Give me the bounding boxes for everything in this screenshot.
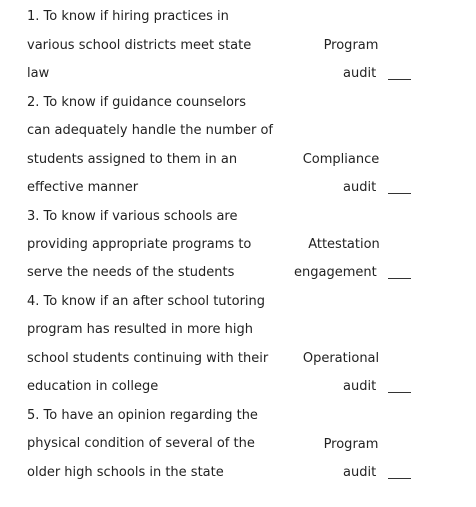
question-4-answer-blank[interactable] [388,392,411,393]
question-4-line-2: program has resulted in more high [27,322,254,337]
question-5-answer-top: Program [323,437,379,452]
question-4-answer-bottom: audit [343,379,377,394]
question-3-line-1: 3. To know if various schools are [27,209,238,224]
question-1-answer-bottom: audit [343,66,377,81]
question-2-line-4: effective manner [27,180,139,195]
question-2-answer-bottom: audit [343,180,377,195]
question-1-answer-blank[interactable] [388,79,411,80]
question-4-line-1: 4. To know if an after school tutoring [27,294,266,309]
question-5-answer-blank[interactable] [388,478,411,479]
question-1-line-1: 1. To know if hiring practices in [27,9,229,24]
question-2-line-2: can adequately handle the number of [27,123,273,138]
question-5-line-1: 5. To have an opinion regarding the [27,408,258,423]
question-5-answer-bottom: audit [343,465,377,480]
question-3-line-2: providing appropriate programs to [27,237,252,252]
question-2-line-1: 2. To know if guidance counselors [27,95,247,110]
question-3-answer-bottom: engagement [294,265,377,280]
question-4-line-3: school students continuing with their [27,351,269,366]
question-3-answer-top: Attestation [308,237,380,252]
question-2-line-3: students assigned to them in an [27,152,238,167]
question-4-answer-top: Operational [302,351,380,366]
question-1-line-3: law [27,66,50,81]
question-1-line-2: various school districts meet state [27,38,252,53]
question-1-answer-top: Program [323,38,379,53]
question-2-answer-blank[interactable] [388,193,411,194]
question-5-line-2: physical condition of several of the [27,436,255,451]
question-2-answer-top: Compliance [302,152,380,167]
question-3-answer-blank[interactable] [388,278,411,279]
question-5-line-3: older high schools in the state [27,465,224,480]
question-3-line-3: serve the needs of the students [27,265,235,280]
question-4-line-4: education in college [27,379,159,394]
